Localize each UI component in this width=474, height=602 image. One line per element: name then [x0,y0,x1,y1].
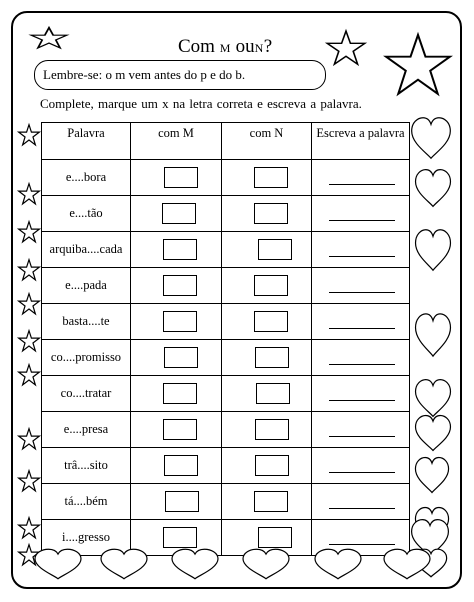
word-cell: e....bora [42,160,131,196]
com-n-cell [222,448,312,484]
com-m-cell [131,232,222,268]
com-m-cell [131,340,222,376]
word-cell: trâ....sito [42,448,131,484]
star-icon [18,364,40,386]
title-suffix: ? [263,36,273,57]
table-row [42,232,410,268]
star-icon [18,124,40,146]
checkbox-com-n[interactable] [255,455,289,476]
star-icon [326,30,366,66]
heart-icon [414,168,452,208]
star-icon [30,27,68,49]
checkbox-com-n[interactable] [255,419,289,440]
reminder-text: Lembre-se: o m vem antes do p e do b. [43,67,246,82]
heart-icon [414,378,452,418]
checkbox-com-m[interactable] [163,239,197,260]
com-m-cell [131,268,222,304]
checkbox-com-m[interactable] [163,419,197,440]
write-word-cell [312,196,410,232]
com-n-cell [222,268,312,304]
title-letter-m: M [219,41,231,55]
checkbox-com-n[interactable] [254,311,288,332]
write-word-cell [312,340,410,376]
heart-icon [414,456,450,494]
answer-line[interactable] [329,472,395,473]
checkbox-com-m[interactable] [163,527,197,548]
star-icon [18,183,40,205]
com-n-cell [222,484,312,520]
write-word-cell [312,412,410,448]
word-cell: arquiba....cada [42,232,131,268]
table-row [42,268,410,304]
header-com-n: com N [222,123,312,160]
table-row [42,484,410,520]
word-cell: basta....te [42,304,131,340]
page-title [178,36,272,58]
checkbox-com-m[interactable] [164,167,198,188]
instruction-text: Complete, marque um x na letra correta e escreva a palavra. [40,96,362,111]
word-cell: co....promisso [42,340,131,376]
table-row [42,160,410,196]
write-word-cell [312,376,410,412]
com-m-cell [131,196,222,232]
com-m-cell [131,376,222,412]
title-prefix: Com [178,36,215,57]
word-cell: i....gresso [42,520,131,556]
write-word-cell [312,160,410,196]
answer-line[interactable] [329,436,395,437]
write-word-cell [312,448,410,484]
heart-icon [241,548,291,580]
table-header-row [42,123,410,160]
answer-line[interactable] [329,292,395,293]
header-com-m: com M [131,123,222,160]
star-icon [18,470,40,492]
answer-line[interactable] [329,220,395,221]
header-palavra: Palavra [42,123,131,160]
com-m-cell [131,448,222,484]
reminder-box [34,60,326,90]
word-cell: co....tratar [42,376,131,412]
heart-icon [313,548,363,580]
answer-line[interactable] [329,508,395,509]
checkbox-com-n[interactable] [256,383,290,404]
com-m-cell [131,484,222,520]
heart-icon [170,548,220,580]
com-m-cell [131,160,222,196]
checkbox-com-n[interactable] [254,491,288,512]
com-n-cell [222,232,312,268]
word-cell: tá....bém [42,484,131,520]
com-n-cell [222,160,312,196]
write-word-cell [312,268,410,304]
checkbox-com-n[interactable] [258,527,292,548]
table-row [42,304,410,340]
table-row [42,340,410,376]
checkbox-com-m[interactable] [164,455,198,476]
answer-line[interactable] [329,256,395,257]
star-icon [18,221,40,243]
heart-icon [99,548,149,580]
table-row [42,376,410,412]
checkbox-com-m[interactable] [163,275,197,296]
star-icon [18,259,40,281]
answer-line[interactable] [329,328,395,329]
answer-line[interactable] [329,400,395,401]
star-icon [384,33,452,97]
title-letter-n: N [254,41,264,55]
checkbox-com-n[interactable] [254,167,288,188]
header-escreva: Escreva a palavra [312,123,410,160]
heart-icon [414,414,452,452]
com-n-cell [222,304,312,340]
checkbox-com-n[interactable] [258,239,292,260]
write-word-cell [312,484,410,520]
com-n-cell [222,376,312,412]
star-icon [18,293,40,315]
answer-line[interactable] [329,364,395,365]
checkbox-com-m[interactable] [163,383,197,404]
checkbox-com-n[interactable] [254,203,288,224]
com-m-cell [131,412,222,448]
heart-icon [382,548,432,580]
heart-icon [33,548,83,580]
write-word-cell [312,304,410,340]
word-cell: e....pada [42,268,131,304]
checkbox-com-m[interactable] [164,347,198,368]
heart-icon [414,228,452,272]
checkbox-com-m[interactable] [165,491,199,512]
heart-icon [414,312,452,358]
write-word-cell [312,232,410,268]
star-icon [18,428,40,450]
worksheet-table [41,122,410,556]
heart-icon [410,116,452,160]
table-row [42,196,410,232]
checkbox-com-m[interactable] [162,203,196,224]
com-m-cell [131,304,222,340]
table-row [42,412,410,448]
word-cell: e....tão [42,196,131,232]
answer-line[interactable] [329,184,395,185]
com-n-cell [222,340,312,376]
table-row [42,448,410,484]
star-icon [18,330,40,352]
title-middle: ou [235,36,255,57]
com-n-cell [222,196,312,232]
checkbox-com-n[interactable] [254,275,288,296]
word-cell: e....presa [42,412,131,448]
checkbox-com-m[interactable] [163,311,197,332]
answer-line[interactable] [329,544,395,545]
com-n-cell [222,412,312,448]
checkbox-com-n[interactable] [255,347,289,368]
star-icon [18,517,40,539]
